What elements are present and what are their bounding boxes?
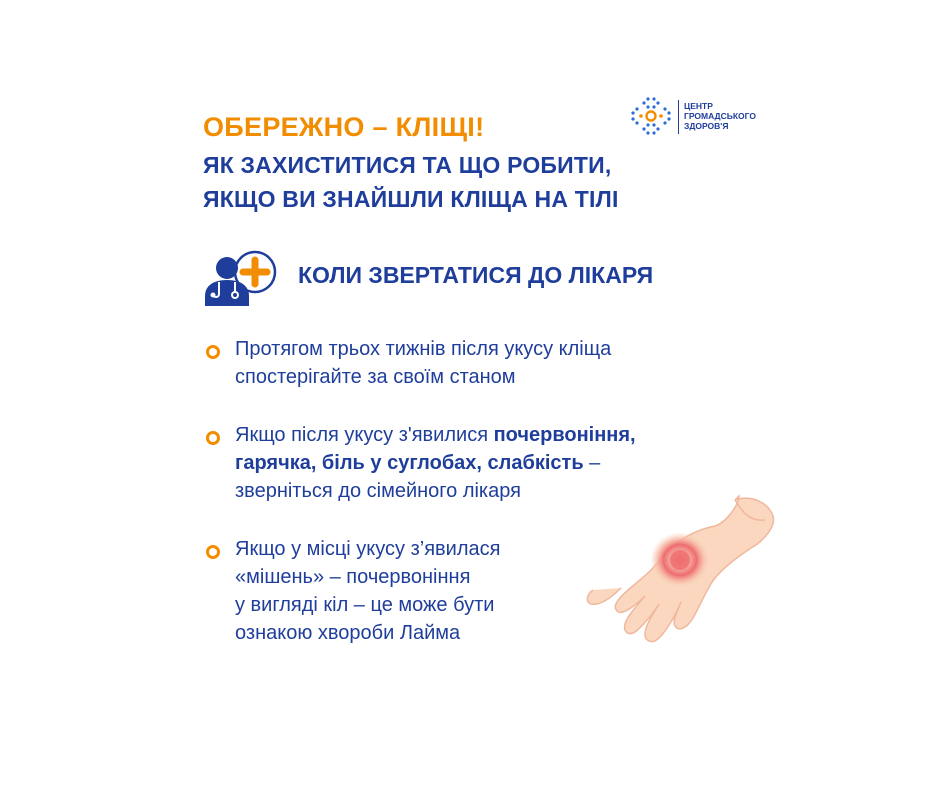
bullet-2-line-3: зверніться до сімейного лікаря <box>235 480 521 502</box>
bullet-2-lead: Якщо після укусу з'явилися <box>235 424 494 446</box>
doctor-icon <box>203 248 279 308</box>
subtitle-line-1: ЯК ЗАХИСТИТИСЯ ТА ЩО РОБИТИ, <box>203 152 612 178</box>
bullet-3-line-4: ознакою хвороби Лайма <box>235 622 461 644</box>
logo-divider <box>678 100 679 134</box>
bullet-3-line-1: Якщо у місці укусу з’явилася <box>235 538 501 560</box>
logo-line-1: ЦЕНТР <box>684 101 713 111</box>
list-item <box>203 535 565 647</box>
public-health-center-logo-icon <box>630 96 674 136</box>
page-title: ОБЕРЕЖНО – КЛІЩІ! <box>203 112 485 142</box>
hand-with-target-rash-icon <box>585 492 775 672</box>
bullet-icon <box>206 431 220 445</box>
bullet-icon <box>206 545 220 559</box>
logo-line-2: ГРОМАДСЬКОГО <box>684 111 756 121</box>
public-health-center-logo <box>630 96 770 136</box>
bullet-1-line-1: Протягом трьох тижнів після укусу кліща <box>235 338 612 360</box>
bullet-3-line-2: «мішень» – почервоніння <box>235 566 471 588</box>
logo-text <box>684 101 756 131</box>
bullet-1-line-2: спостерігайте за своїм станом <box>235 366 516 388</box>
bullet-2-bold-1: почервоніння, <box>493 424 636 446</box>
subtitle-line-2: ЯКЩО ВИ ЗНАЙШЛИ КЛІЩА НА ТІЛІ <box>203 186 619 212</box>
list-item <box>203 335 763 391</box>
bullet-2-tail: – <box>583 452 601 474</box>
bullet-3-line-3: у вигляді кіл – це може бути <box>235 594 495 616</box>
page-subtitle <box>203 148 619 216</box>
logo-line-3: ЗДОРОВ'Я <box>684 121 729 131</box>
section-title: КОЛИ ЗВЕРТАТИСЯ ДО ЛІКАРЯ <box>298 262 654 288</box>
bullet-2-bold-2: гарячка, біль у суглобах, слабкість <box>235 452 584 474</box>
bullet-icon <box>206 345 220 359</box>
